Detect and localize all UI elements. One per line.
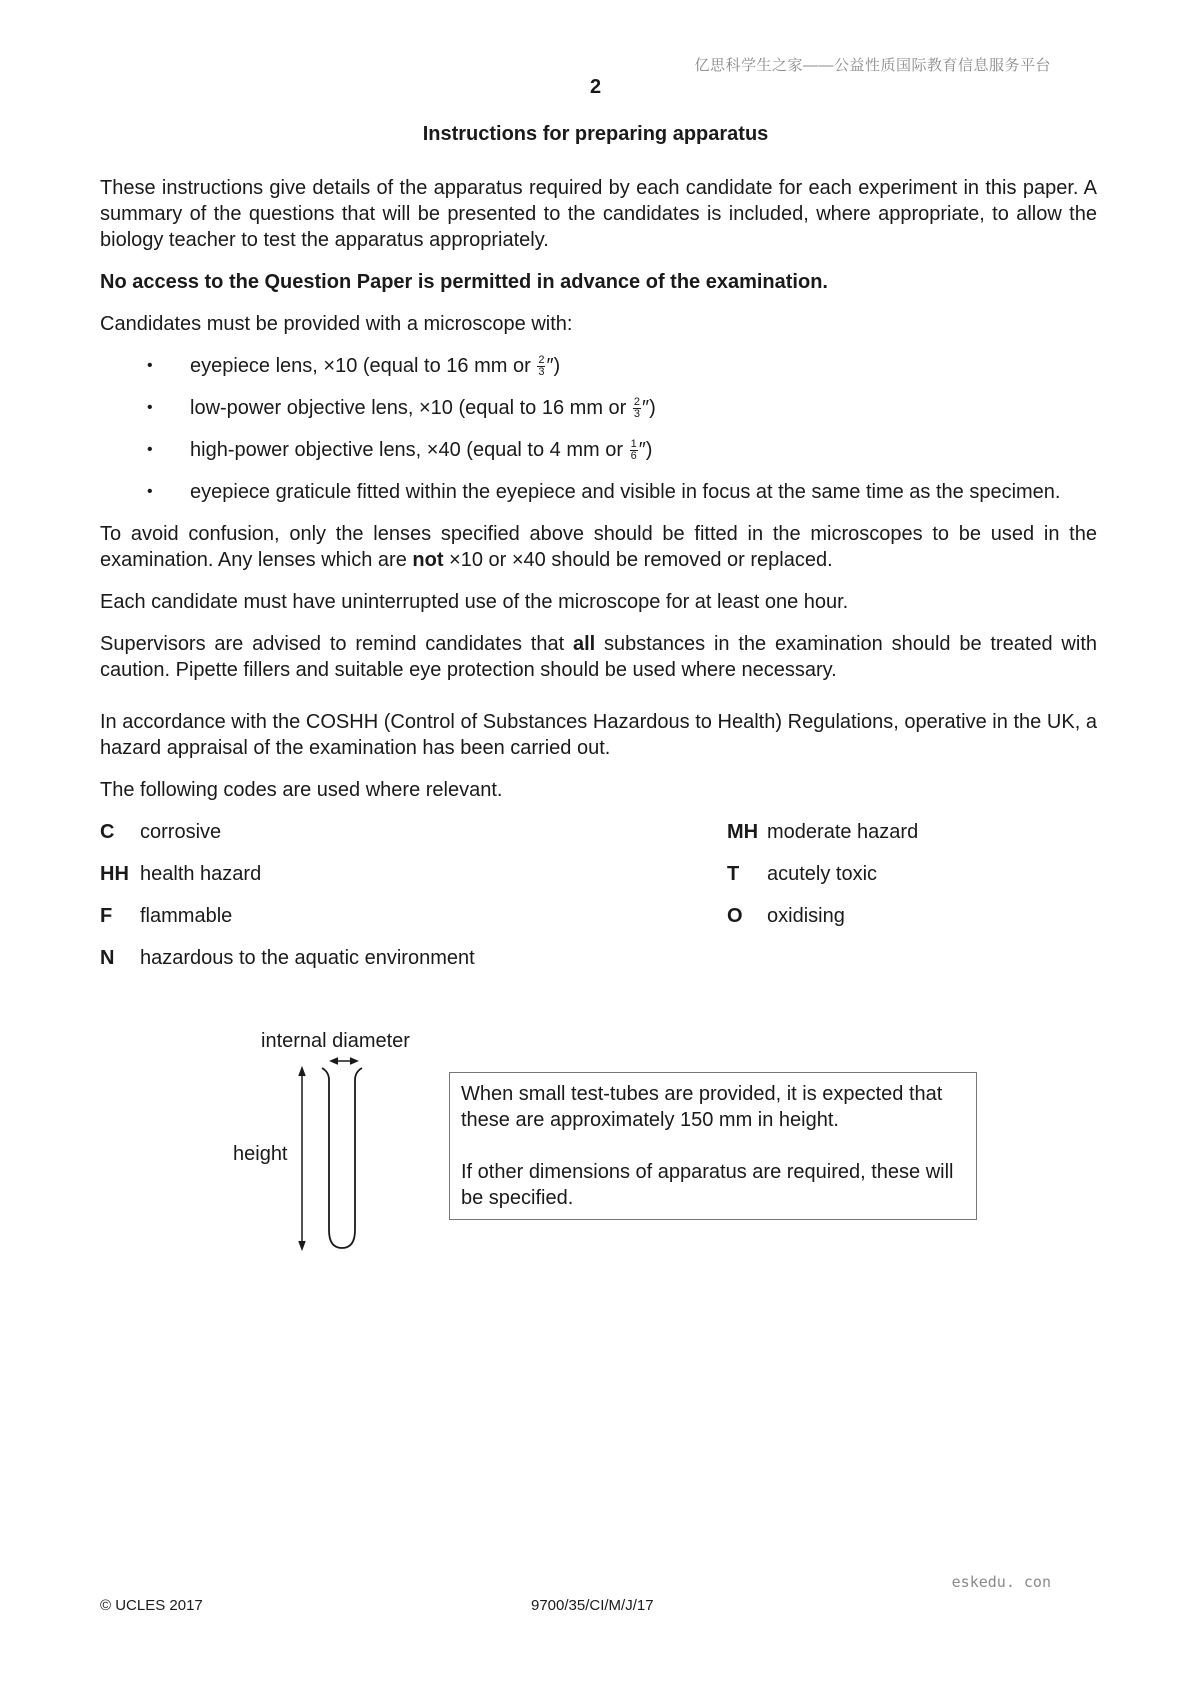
uninterrupted-paragraph: Each candidate must have uninterrupted use of the microscope for at least one hour.: [100, 591, 849, 613]
bullet-icon: •: [147, 399, 153, 416]
supervisors-paragraph: Supervisors are advised to remind candidates that all substances in the examination should be treated with caution. Pipette fillers and suitable eye protection should be used where necessary.: [100, 633, 1097, 681]
bullet-icon: •: [147, 483, 153, 500]
confusion-paragraph: To avoid confusion, only the lenses specified above should be fitted in the microscopes to be used in the examination. Any lenses which are not ×10 or ×40 should be removed or replaced.: [100, 523, 1097, 571]
test-tube-outline: [322, 1068, 362, 1248]
height-label: height: [233, 1143, 288, 1165]
no-access-notice: No access to the Question Paper is permitted in advance of the examination.: [100, 271, 828, 293]
bullet-icon: •: [147, 441, 153, 458]
hazard-code: HH health hazard: [100, 863, 262, 885]
hazard-code: N hazardous to the aquatic environment: [100, 947, 475, 969]
bullet-icon: •: [147, 357, 153, 374]
list-item: • eyepiece lens, ×10 (equal to 16 mm or $\frac{2}{3}$ ″): [147, 354, 561, 379]
section-title: Instructions for preparing apparatus: [422, 123, 769, 145]
microscope-intro: Candidates must be provided with a microscope with:: [100, 313, 573, 335]
hazard-code: C corrosive: [100, 821, 222, 843]
hazard-code: F flammable: [100, 905, 233, 927]
list-item: • eyepiece graticule fitted within the eyepiece and visible in focus at the same time as the specimen.: [147, 481, 1061, 503]
hazard-code: O oxidising: [727, 905, 845, 927]
info-box-line: If other dimensions of apparatus are required, these will be specified.: [461, 1161, 954, 1209]
watermark-bottom: eskedu. con: [951, 1573, 1051, 1591]
hazard-code: T acutely toxic: [727, 863, 878, 885]
fraction: $\frac{1}{6}$: [630, 438, 637, 463]
internal-diameter-label: internal diameter: [261, 1030, 410, 1052]
fraction: $\frac{2}{3}$: [538, 354, 545, 379]
hazard-code: MH moderate hazard: [727, 821, 919, 843]
hazard-codes: [100, 819, 1097, 971]
main-content: [100, 175, 1097, 971]
list-item: • low-power objective lens, ×10 (equal to 16 mm or $\frac{2}{3}$ ″): [147, 396, 656, 421]
height-arrow: [299, 1068, 305, 1249]
page-number: 2: [589, 76, 602, 98]
test-tube-diagram: [225, 1030, 985, 1260]
intro-paragraph: These instructions give details of the apparatus required by each candidate for each experiment in this paper. A summary of the questions that will be presented to the candidates is included, where appropriate, to allow the biology teacher to test the apparatus appropriately.: [100, 177, 1097, 251]
footer-code: 9700/35/CI/M/J/17: [531, 1597, 654, 1614]
diameter-arrow: [331, 1058, 357, 1064]
codes-intro: The following codes are used where relevant.: [100, 779, 503, 801]
fraction: $\frac{2}{3}$: [633, 396, 641, 421]
watermark-top: 亿思科学生之家——公益性质国际教育信息服务平台: [694, 57, 1051, 74]
coshh-paragraph: In accordance with the COSHH (Control of Substances Hazardous to Health) Regulations, operative in the UK, a hazard appraisal of the examination has been carried out.: [100, 711, 1097, 759]
info-box-line: When small test-tubes are provided, it is expected that these are approximately 150 mm in height.: [461, 1083, 943, 1131]
info-box: [449, 1072, 977, 1220]
microscope-list: [100, 353, 1097, 505]
footer-copyright: © UCLES 2017: [100, 1597, 203, 1614]
list-item: • high-power objective lens, ×40 (equal to 4 mm or $\frac{1}{6}$ ″): [147, 438, 653, 463]
test-tube-drawing: [225, 1030, 445, 1260]
